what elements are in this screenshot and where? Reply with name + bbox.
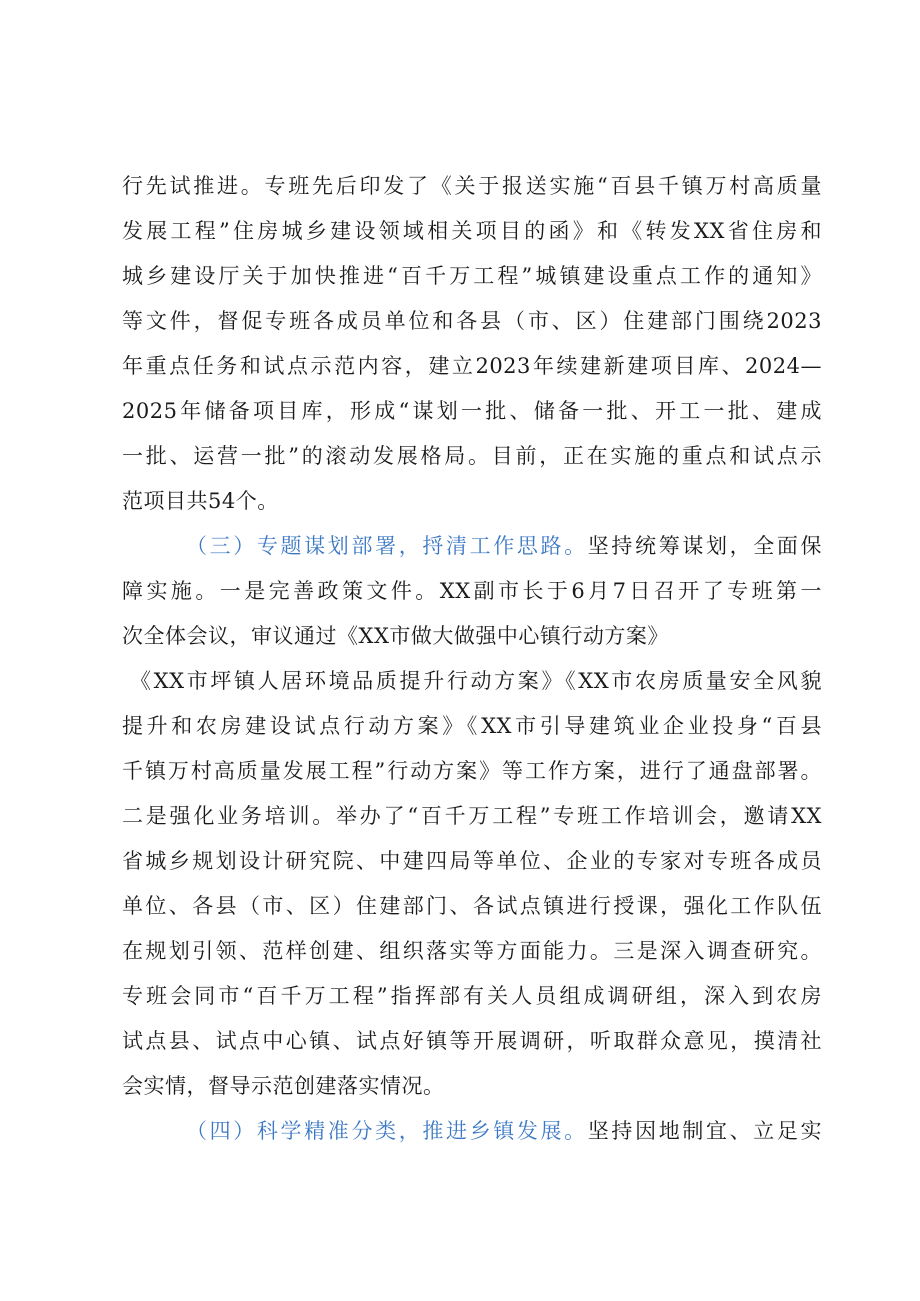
paragraph-line: 二是强化业务培训。举办了“百千万工程”专班工作培训会，邀请XX bbox=[122, 804, 822, 828]
paragraph-line: 千镇万村高质量发展工程”行动方案》等工作方案，进行了通盘部署。 bbox=[122, 759, 822, 783]
paragraph-line: 年重点任务和试点示范内容，建立2023年续建新建项目库、2024— bbox=[122, 354, 822, 378]
paragraph-line: 省城乡规划设计研究院、中建四局等单位、企业的专家对专班各成员 bbox=[122, 849, 822, 873]
paragraph-line: 等文件，督促专班各成员单位和各县（市、区）住建部门围绕2023 bbox=[122, 309, 822, 333]
section-3-heading: （三）专题谋划部署，捋清工作思路。 bbox=[186, 534, 588, 558]
paragraph-line: 在规划引领、范样创建、组织落实等方面能力。三是深入调查研究。 bbox=[122, 939, 822, 963]
paragraph-line: 发展工程”住房城乡建设领域相关项目的函》和《转发XX省住房和 bbox=[122, 219, 822, 243]
paragraph-line: 次全体会议，审议通过《XX市做大做强中心镇行动方案》 bbox=[122, 624, 669, 648]
paragraph-line: 专班会同市“百千万工程”指挥部有关人员组成调研组，深入到农房 bbox=[122, 984, 822, 1008]
section-4-heading: （四）科学精准分类，推进乡镇发展。 bbox=[186, 1119, 588, 1143]
paragraph-line: 行先试推进。专班先后印发了《关于报送实施“百县千镇万村高质量 bbox=[122, 174, 822, 198]
section-3-first-text: 坚持统筹谋划，全面保 bbox=[587, 534, 823, 558]
paragraph-line: 城乡建设厅关于加快推进“百千万工程”城镇建设重点工作的通知》 bbox=[122, 264, 822, 288]
paragraph-line: 2025年储备项目库，形成“谋划一批、储备一批、开工一批、建成 bbox=[122, 399, 822, 423]
paragraph-line: 会实情，督导示范创建落实情况。 bbox=[122, 1074, 445, 1098]
paragraph-line: 范项目共54个。 bbox=[122, 489, 279, 513]
paragraph-line: 《XX市坪镇人居环境品质提升行动方案》《XX市农房质量安全风貌 bbox=[130, 669, 822, 693]
paragraph-line: 障实施。一是完善政策文件。XX副市长于6月7日召开了专班第一 bbox=[122, 579, 822, 603]
section-4-first-line bbox=[186, 1109, 822, 1153]
paragraph-line: 单位、各县（市、区）住建部门、各试点镇进行授课，强化工作队伍 bbox=[122, 894, 822, 918]
section-3-first-line bbox=[186, 524, 822, 568]
paragraph-line: 提升和农房建设试点行动方案》《XX市引导建筑业企业投身“百县 bbox=[122, 714, 822, 738]
paragraph-line: 一批、运营一批”的滚动发展格局。目前，正在实施的重点和试点示 bbox=[122, 444, 822, 468]
paragraph-line: 试点县、试点中心镇、试点好镇等开展调研，听取群众意见，摸清社 bbox=[122, 1029, 822, 1053]
section-4-first-text: 坚持因地制宜、立足实 bbox=[587, 1119, 823, 1143]
